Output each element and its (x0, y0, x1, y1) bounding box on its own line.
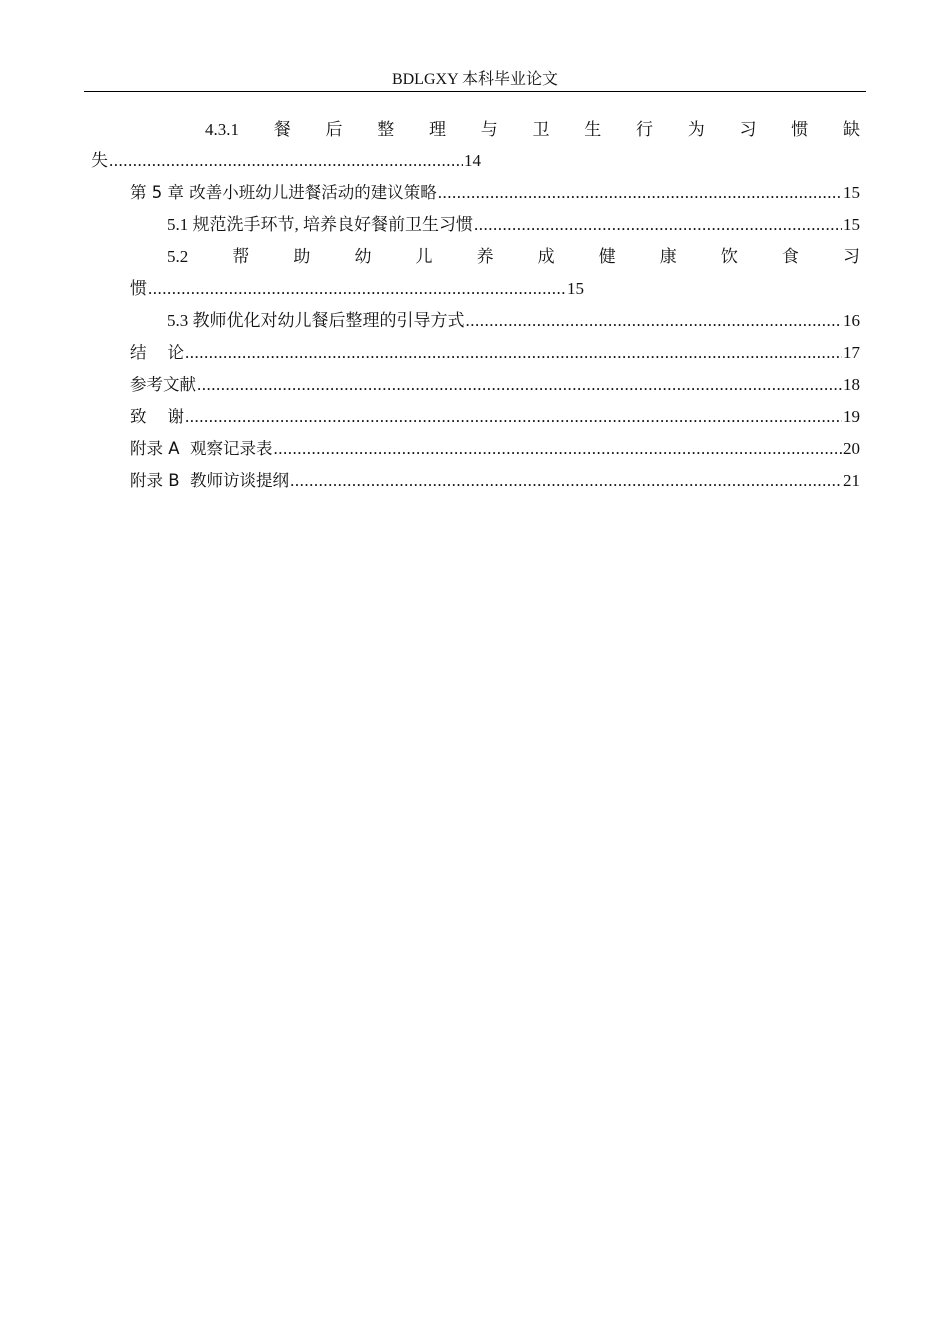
toc-page-number: 17 (843, 343, 860, 362)
toc-entry-char: 缺 (843, 120, 860, 139)
toc-entry-label: 5.3 教师优化对幼儿餐后整理的引导方式 (167, 311, 465, 330)
header-rule (84, 91, 866, 92)
toc-entry-char: 与 (480, 120, 498, 139)
toc-entry-char: 餐 (273, 120, 291, 139)
toc-page-number: 14 (464, 151, 481, 170)
toc-page-number: 15 (843, 215, 860, 234)
toc-entry-char: 养 (476, 247, 494, 266)
toc-entry-4-3-1-line2[interactable] (91, 149, 481, 173)
toc-entry-tail: 惯 (130, 279, 147, 298)
toc-leader-dots (466, 309, 843, 333)
toc-leader-dots (474, 213, 842, 237)
toc-entry-char: 理 (429, 120, 446, 139)
toc-entry-appendix-b[interactable] (130, 469, 860, 493)
toc-entry-char: 康 (659, 247, 677, 266)
toc-entry-char: 整 (377, 120, 395, 139)
toc-entry-label: 第 5 章 改善小班幼儿进餐活动的建议策略 (130, 183, 437, 202)
toc-page-number: 15 (843, 183, 860, 202)
toc-entry-char: 健 (598, 247, 616, 266)
toc-entry-char: 卫 (532, 120, 550, 139)
toc-leader-dots (185, 405, 842, 429)
toc-page-number: 18 (843, 375, 860, 394)
toc-entry-label: 致 谢 (130, 407, 184, 426)
toc-entry-label: 结 论 (130, 343, 184, 362)
toc-entry-references[interactable] (130, 373, 860, 397)
toc-entry-char: 食 (781, 247, 799, 266)
toc-entry-tail: 失 (91, 151, 108, 170)
toc-page-number: 15 (567, 279, 584, 298)
toc-entry-char: 儿 (415, 247, 433, 266)
toc-entry-char: 后 (325, 120, 343, 139)
toc-leader-dots (185, 341, 842, 365)
toc-entry-chapter-5[interactable] (130, 181, 860, 205)
page-header: BDLGXY 本科毕业论文 (391, 71, 559, 88)
toc-entry-acknowledgements[interactable] (130, 405, 860, 429)
toc-page-number: 21 (843, 471, 860, 490)
toc-page-number: 16 (843, 311, 860, 330)
toc-entry-label: 5.1 规范洗手环节, 培养良好餐前卫生习惯 (167, 215, 473, 234)
toc-leader-dots (290, 469, 842, 493)
toc-entry-number: 5.2 (167, 247, 189, 266)
toc-entry-conclusion[interactable] (130, 341, 860, 365)
toc-leader-dots (438, 181, 842, 205)
toc-entry-5-2-line2[interactable] (130, 277, 584, 301)
toc-leader-dots (148, 277, 566, 301)
toc-entry-number: 4.3.1 (205, 120, 239, 139)
toc-entry-char: 行 (636, 120, 653, 139)
toc-entry-char: 成 (537, 247, 555, 266)
toc-entry-4-3-1-line1[interactable] (205, 118, 860, 142)
toc-leader-dots (109, 149, 463, 173)
toc-entry-label: 参考文献 (130, 375, 196, 394)
toc-entry-char: 习 (739, 120, 757, 139)
toc-entry-5-1[interactable] (167, 213, 860, 237)
toc-page-number: 20 (843, 439, 860, 458)
toc-leader-dots (274, 437, 842, 461)
toc-entry-5-2-line1[interactable] (167, 245, 860, 269)
toc-entry-appendix-a[interactable] (130, 437, 860, 461)
toc-entry-char: 幼 (354, 247, 372, 266)
toc-leader-dots (197, 373, 842, 397)
toc-page-number: 19 (843, 407, 860, 426)
toc-entry-char: 生 (584, 120, 602, 139)
toc-entry-5-3[interactable] (167, 309, 860, 333)
toc-entry-char: 习 (842, 247, 860, 266)
toc-entry-label: 附录 B 教师访谈提纲 (130, 471, 290, 490)
toc-entry-label: 附录 A 观察记录表 (130, 439, 273, 458)
toc-entry-char: 为 (687, 120, 705, 139)
toc-entry-char: 助 (293, 247, 311, 266)
toc-entry-char: 帮 (232, 247, 250, 266)
toc-entry-char: 饮 (720, 247, 738, 266)
toc-entry-char: 惯 (791, 120, 809, 139)
